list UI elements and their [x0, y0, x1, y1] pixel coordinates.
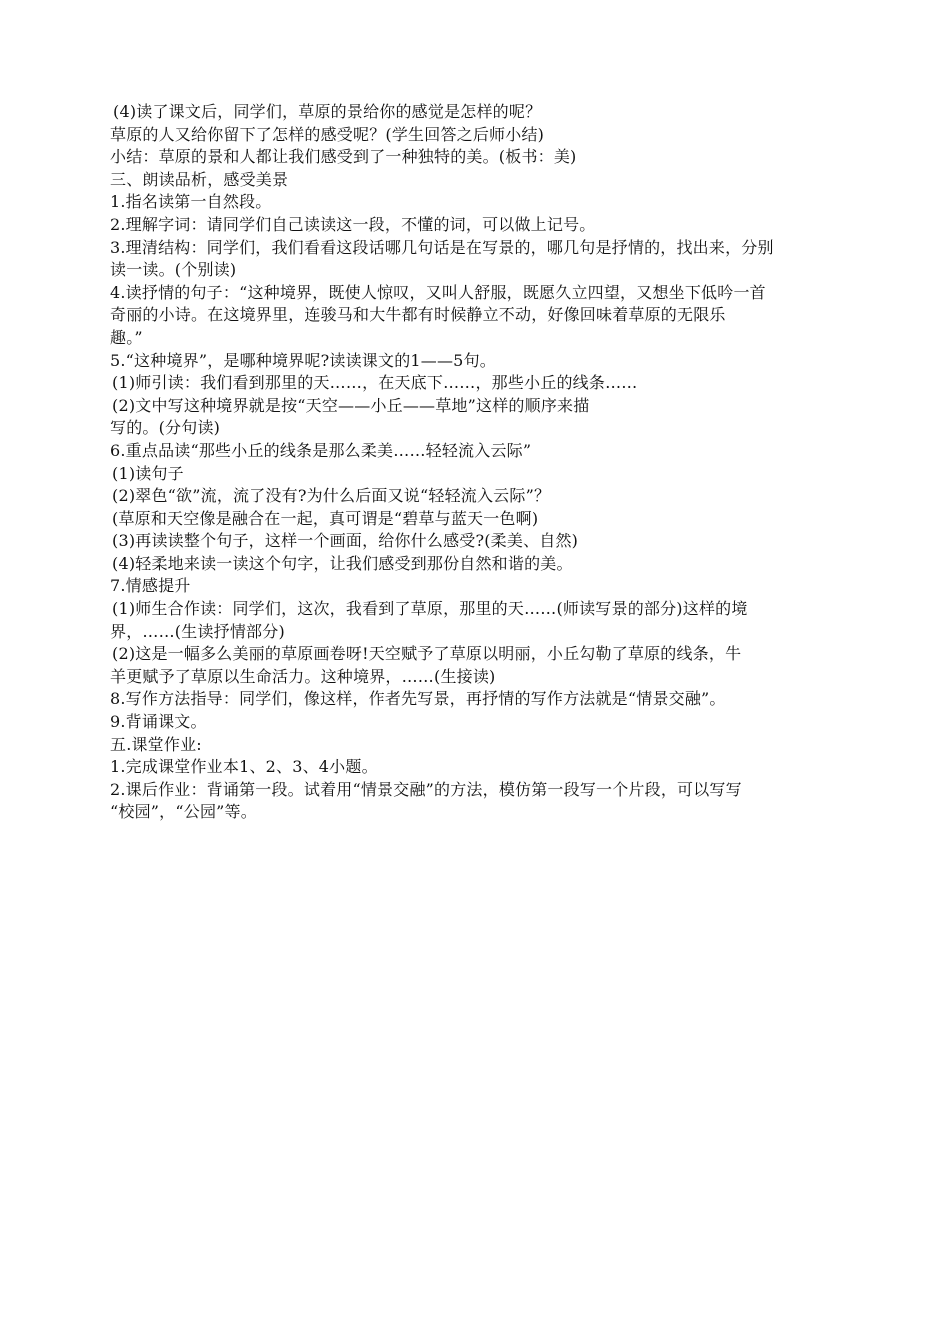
text-line: (2)这是一幅多么美丽的草原画卷呀!天空赋予了草原以明丽，小丘勾勒了草原的线条，牛: [112, 644, 742, 664]
text-line: 小结：草原的景和人都让我们感受到了一种独特的美。(板书：美): [110, 147, 577, 167]
text-line: 读一读。(个别读): [110, 260, 237, 280]
text-line: 1.指名读第一自然段。: [110, 192, 272, 212]
text-line: (1)师生合作读：同学们，这次，我看到了草原，那里的天……(师读写景的部分)这样的境: [112, 599, 748, 619]
text-line: 趣。”: [110, 327, 143, 347]
text-line: (2)翠色“欲”流，流了没有?为什么后面又说“轻轻流入云际”？: [112, 486, 551, 506]
text-line: 1.完成课堂作业本1、2、3、4小题。: [110, 757, 378, 777]
text-line: 5.“这种境界”，是哪种境界呢?读读课文的1——5句。: [110, 350, 496, 370]
section-heading: 五.课堂作业:: [110, 734, 202, 754]
text-line: 9.背诵课文。: [110, 712, 207, 732]
text-line: 7.情感提升: [110, 576, 191, 596]
text-line: 写的。(分句读): [110, 418, 221, 438]
section-heading: 三、朗读品析，感受美景: [110, 169, 289, 189]
text-line: (4)轻柔地来读一读这个句字，让我们感受到那份自然和谐的美。: [112, 553, 573, 573]
text-line: 4.读抒情的句子：“这种境界，既使人惊叹，又叫人舒服，既愿久立四望，又想坐下低吟一首: [110, 282, 766, 302]
text-line: 奇丽的小诗。在这境界里，连骏马和大牛都有时候静立不动，好像回味着草原的无限乐: [110, 305, 726, 325]
text-line: 3.理清结构：同学们，我们看看这段话哪几句话是在写景的，哪几句是抒情的，找出来，分别: [110, 237, 774, 257]
text-line: 界，……(生读抒情部分): [110, 621, 285, 641]
text-line: “校园”，“公园”等。: [110, 802, 257, 822]
text-line: 2.课后作业：背诵第一段。试着用“情景交融”的方法，模仿第一段写一个片段，可以写写: [110, 779, 742, 799]
text-line: 草原的人又给你留下了怎样的感受呢？(学生回答之后师小结): [110, 124, 545, 144]
text-line: 6.重点品读“那些小丘的线条是那么柔美……轻轻流入云际”: [110, 440, 532, 460]
text-line: (3)再读读整个句子，这样一个画面，给你什么感受?(柔美、自然): [112, 531, 579, 551]
text-line: 8.写作方法指导：同学们，像这样，作者先写景，再抒情的写作方法就是“情景交融”。: [110, 689, 726, 709]
document-body: [110, 101, 870, 824]
text-line: (2)文中写这种境界就是按“天空——小丘——草地”这样的顺序来描: [112, 395, 590, 415]
text-line: 羊更赋予了草原以生命活力。这种境界，……(生接读): [110, 666, 496, 686]
text-line: (1)读句子: [112, 463, 184, 483]
text-line: 2.理解字词：请同学们自己读读这一段，不懂的词，可以做上记号。: [110, 214, 596, 234]
text-line: (草原和天空像是融合在一起，真可谓是“碧草与蓝天一色啊): [112, 508, 539, 528]
text-line: (4)读了课文后，同学们，草原的景给你的感觉是怎样的呢？: [113, 102, 542, 121]
text-line: (1)师引读：我们看到那里的天……，在天底下……，那些小丘的线条……: [112, 373, 638, 393]
